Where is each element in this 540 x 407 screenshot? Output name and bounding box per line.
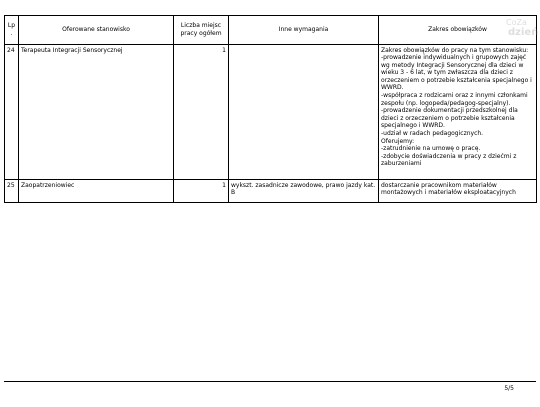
duty-line: Oferujemy: — [381, 137, 415, 145]
table-row — [5, 180, 537, 203]
header-position: Oferowane stanowisko — [19, 16, 174, 45]
cell-count: 1 — [174, 180, 229, 203]
cell-requirements: wykszt. zasadnicze zawodowe, prawo jazdy kat. B — [229, 180, 379, 203]
header-lp: Lp. — [5, 16, 19, 45]
cell-lp: 24 — [5, 45, 19, 180]
watermark-line-2: dzień — [508, 27, 538, 38]
footer-divider — [4, 381, 536, 382]
cell-requirements — [229, 45, 379, 180]
duty-line: -zatrudnienie na umowę o pracę. — [381, 145, 481, 153]
duty-line: -zdobycie doświadczenia w pracy z dziećmi z zaburzeniami — [381, 152, 517, 168]
header-row — [5, 16, 537, 45]
job-offers-table — [4, 15, 537, 203]
table-body — [5, 45, 537, 203]
watermark-line-1: CoZa — [506, 18, 527, 27]
cell-duties — [379, 45, 537, 180]
cell-position: Terapeuta Integracji Sensorycznej — [19, 45, 174, 180]
duty-line: -prowadzenie indywidualnych i grupowych zajęć wg metody Integracji Sensorycznej dla dzieci w wieku 3 - 6 lat, w tym zwłaszcza dla dzieci z orzeczeniem o potrzebie kształcenia specjalnego i WWRD. — [381, 54, 532, 92]
duty-line: -prowadzenie dokumentacji przedszkolnej dla dzieci z orzeczeniem o potrzebie kształcenia specjalnego i WWRD. — [381, 107, 518, 130]
duty-line: -udział w radach pedagogicznych. — [381, 130, 484, 138]
cell-lp: 25 — [5, 180, 19, 203]
header-requirements: Inne wymagania — [229, 16, 379, 45]
duty-line: dostarczanie pracownikom materiałów montażowych i materiałów eksploatacyjnych — [381, 181, 516, 197]
table-row — [5, 45, 537, 180]
watermark-logo-icon — [504, 16, 538, 38]
cell-position: Zaopatrzeniowiec — [19, 180, 174, 203]
cell-duties — [379, 180, 537, 203]
table-header — [5, 16, 537, 45]
duty-line: Zakres obowiązków do pracy na tym stanowisku: — [381, 46, 529, 54]
header-duties: Zakres obowiązków — [379, 16, 537, 45]
duty-line: -współpraca z rodzicami oraz z innymi członkami zespołu (np. logopeda/pedagog-specjalny). — [381, 92, 528, 107]
header-count: Liczba miejsc pracy ogółem — [174, 16, 229, 45]
page-number: 5/5 — [504, 385, 514, 392]
cell-count: 1 — [174, 45, 229, 180]
